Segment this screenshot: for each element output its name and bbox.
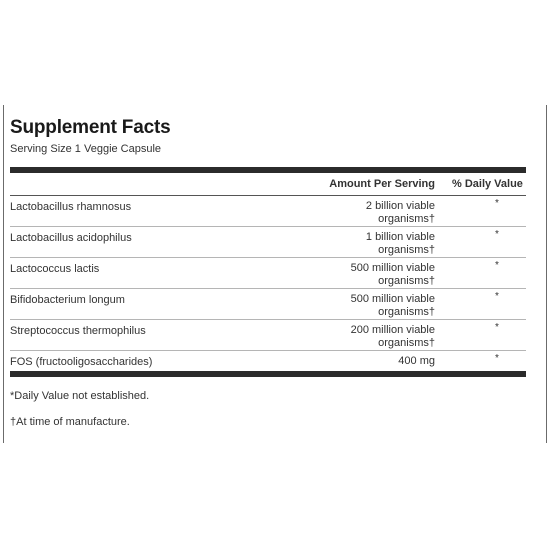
ingredient-name: Lactobacillus acidophilus bbox=[10, 232, 132, 244]
table-row bbox=[10, 196, 526, 227]
ingredient-amount: 200 million viable organisms† bbox=[350, 324, 435, 349]
table-row bbox=[10, 258, 526, 289]
table-row bbox=[10, 289, 526, 320]
serving-size: Serving Size 1 Veggie Capsule bbox=[10, 143, 162, 155]
daily-value-cell: * bbox=[495, 291, 499, 302]
daily-value-footnote: *Daily Value not established. bbox=[10, 390, 150, 402]
table-row bbox=[10, 320, 526, 351]
daily-value-header: % Daily Value bbox=[452, 178, 523, 190]
table-row bbox=[10, 227, 526, 258]
daily-value-cell: * bbox=[495, 229, 499, 240]
ingredient-amount: 500 million viable organisms† bbox=[350, 262, 435, 287]
ingredient-amount: 500 million viable organisms† bbox=[350, 293, 435, 318]
ingredient-amount: 2 billion viable organisms† bbox=[365, 200, 435, 225]
ingredient-name: Lactobacillus rhamnosus bbox=[10, 201, 132, 213]
bottom-divider bbox=[10, 371, 526, 377]
panel-title: Supplement Facts bbox=[10, 117, 171, 138]
ingredient-amount: 400 mg bbox=[398, 355, 435, 367]
daily-value-cell: * bbox=[495, 353, 499, 364]
ingredient-name: Bifidobacterium longum bbox=[10, 294, 125, 306]
ingredient-name: FOS (fructooligosaccharides) bbox=[10, 356, 153, 368]
amount-header: Amount Per Serving bbox=[329, 178, 435, 190]
table-header bbox=[10, 173, 526, 196]
ingredient-name: Streptococcus thermophilus bbox=[10, 325, 146, 337]
ingredient-name: Lactococcus lactis bbox=[10, 263, 100, 275]
daily-value-cell: * bbox=[495, 198, 499, 209]
daily-value-cell: * bbox=[495, 322, 499, 333]
ingredient-amount: 1 billion viable organisms† bbox=[365, 231, 435, 256]
daily-value-cell: * bbox=[495, 260, 499, 271]
nutrient-table bbox=[10, 196, 526, 374]
manufacture-footnote: †At time of manufacture. bbox=[10, 416, 130, 428]
